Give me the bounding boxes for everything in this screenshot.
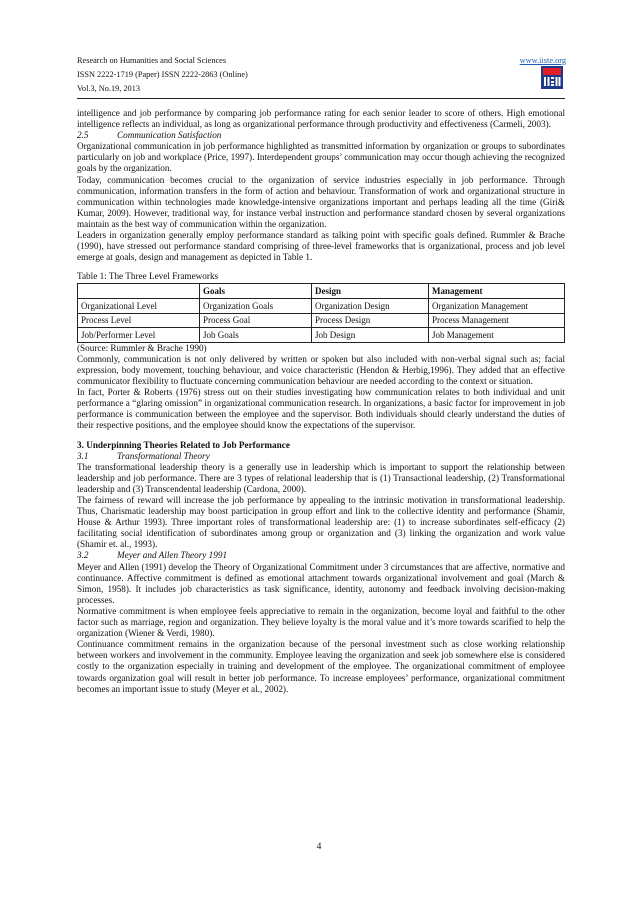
paragraph: Organizational communication in job performance highlighted as transmitted information by organization or groups to subordinates particularly on job and workplace (Price, 1997). Interdependent groups’ communication may occur though achieving the recognized goals by the organization. <box>77 141 565 174</box>
table-header-cell: Design <box>312 284 429 299</box>
journal-name: Research on Humanities and Social Sciences <box>77 56 227 65</box>
table-cell: Process Goal <box>200 313 312 328</box>
paragraph: Leaders in organization generally employ performance standard as talking point with specific goals defined. Rummler & Brache (1990), have stressed out performance standard comprising of three-level frameworks that is organizational, process and job level emerge at goals, design and management as depicted in Table 1. <box>77 230 565 263</box>
section-heading-3: 3. Underpinning Theories Related to Job Performance <box>77 439 290 450</box>
table-source: (Source: Rummler & Brache 1990) <box>77 342 207 353</box>
table-cell: Job/Performer Level <box>78 328 200 343</box>
table-caption: Table 1: The Three Level Frameworks <box>77 271 219 282</box>
paragraph: Commonly, communication is not only delivered by written or spoken but also included with non-verbal signal such as; facial expression, body movement, touching behaviour, and voice characteristic (Hendon & Herbig,1996). They added that an effective communicator flexibility to fluctuate concerning communication behaviour are needed according to the context or situation. <box>77 353 565 387</box>
table-row <box>78 299 565 314</box>
section-title: Meyer and Allen Theory 1991 <box>117 550 228 561</box>
frameworks-table <box>77 283 565 342</box>
section-heading-2-5 <box>77 130 565 141</box>
table-header-cell: Management <box>429 284 565 299</box>
paragraph: In fact, Porter & Roberts (1976) stress out on their studies investigating how communication relates to both individual and unit performance a “glaring omission” in organizational communication research. In organizations, a basic factor for improvement in job performance is communication between the employee and the supervisor. Both individuals should clearly understand the duties of their respective positions, and the employee should know the expectations of the supervisor. <box>77 387 565 431</box>
table-cell: Process Design <box>312 313 429 328</box>
section-number: 2.5 <box>77 130 89 141</box>
header-rule <box>77 98 565 99</box>
body-text <box>77 108 565 695</box>
page-number: 4 <box>316 842 322 852</box>
paragraph: The fairness of reward will increase the job performance by appealing to the intrinsic motivation in transformational leadership. Thus, Charismatic leadership may boost participation in group effort and link to the collective identity and performance (Shamir, House & Arthur 1993). Three important roles of transformational leadership are: (1) to increase subordinates self-efficacy (2) facilitating social identification of subordinates among group or organization and (3) linking the organization and work value (Shamir et. al., 1993). <box>77 495 565 550</box>
section-heading-3-2 <box>77 550 565 561</box>
table-cell: Job Design <box>312 328 429 343</box>
table-row <box>78 328 565 343</box>
table-cell: Process Management <box>429 313 565 328</box>
section-title: Transformational Theory <box>117 450 210 461</box>
paragraph: Meyer and Allen (1991) develop the Theory of Organizational Commitment under 3 circumstances that are affective, normative and continuance. Affective commitment is defined as emotional attachment towards organizational involvement and goal (March & Simon, 1958). It includes job characteristics as task significance, identity, autonomy and feedback involving decision-making processes. <box>77 561 565 605</box>
table-cell: Organization Management <box>429 299 565 314</box>
paragraph: Continuance commitment remains in the organization because of the personal investment such as close working relationship between workers and involvement in the community. Employee leaving the organization and seek job somewhere else is considered costly to the organization especially in training and development of the employee. The organizational commitment of employee towards organization goal will result in better job performance. To increase employees’ performance, organizational commitment becomes an important issue to study (Meyer et al., 2002). <box>77 639 565 694</box>
paragraph: The transformational leadership theory is a generally use in leadership which is important to support the relationship between leadership and job performance. There are 3 types of relational leadership that is (1) Transactional leadership, (2) Transformational leadership and (3) Transcendental leadership (Cardona, 2000). <box>77 461 565 494</box>
paragraph: Normative commitment is when employee feels appreciative to remain in the organization, become loyal and faithful to the other factor such as marriage, region and organization. They believe loyalty is the moral value and it’s more towards scarified to help the organization (Wiener & Verdi, 1980). <box>77 605 565 639</box>
table-cell: Process Level <box>78 313 200 328</box>
table-header-cell: Goals <box>200 284 312 299</box>
table-row <box>78 313 565 328</box>
section-number: 3.2 <box>77 550 89 561</box>
paragraph: Today, communication becomes crucial to the organization of service industries especially in job performance. Through communication, information transfers in the form of action and behaviour. Transformation of work and organizational structure in communication within technologies made knowledge-intensive organizations important and perhaps leading all the time (Giri& Kumar, 2009). However, traditional way, for instance verbal instruction and performance standard chosen by several organizations maintain as the best way of communication within the organization. <box>77 174 565 229</box>
table-cell: Job Management <box>429 328 565 343</box>
paragraph: intelligence and job performance by comparing job performance rating for each senior leader to score of others. High emotional intelligence reflects an individual, as long as organizational performance through productivity and effectiveness (Carmeli, 2003). <box>77 108 565 130</box>
journal-url-link[interactable]: www.iiste.org <box>519 56 566 65</box>
issn-line: ISSN 2222-1719 (Paper) ISSN 2222-2863 (Online) <box>77 70 248 79</box>
section-heading-3-1 <box>77 451 565 462</box>
table-header-cell <box>78 284 200 299</box>
table-cell: Organization Goals <box>200 299 312 314</box>
section-number: 3.1 <box>77 450 89 461</box>
table-header-row <box>78 284 565 299</box>
table-cell: Job Goals <box>200 328 312 343</box>
volume-line: Vol.3, No.19, 2013 <box>77 84 140 93</box>
table-cell: Organizational Level <box>78 299 200 314</box>
table-cell: Organization Design <box>312 299 429 314</box>
iiste-logo-icon <box>541 66 563 89</box>
section-title: Communication Satisfaction <box>117 130 222 141</box>
